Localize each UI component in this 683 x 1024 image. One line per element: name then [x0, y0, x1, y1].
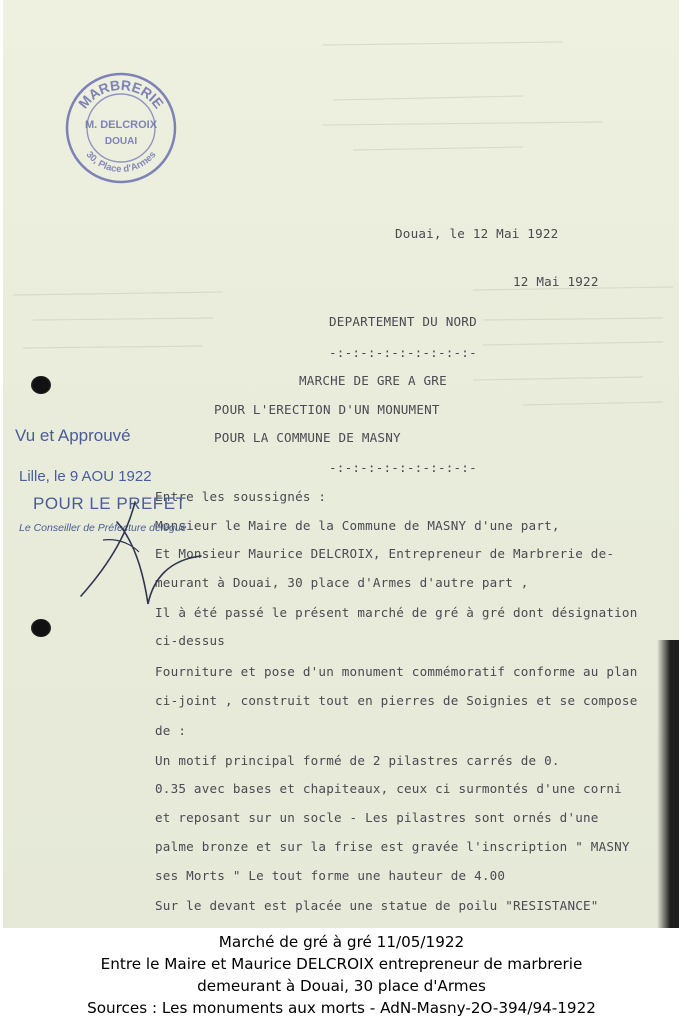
body-line: Entre les soussignés : — [155, 489, 327, 504]
body-line: Il à été passé le présent marché de gré à gré dont désignation — [155, 605, 638, 620]
stamp-text-top: MARBRERIE — [75, 76, 168, 112]
caption-line: Sources : Les monuments aux morts - AdN-Masny-2O-394/94-1922 — [87, 999, 596, 1017]
caption-line: Entre le Maire et Maurice DELCROIX entrepreneur de marbrerie — [100, 955, 583, 973]
caption — [0, 931, 683, 1019]
separator-top: -:-:-:-:-:-:-:-:-:- — [329, 345, 477, 360]
document-subtitle-1: POUR L'ERECTION D'UN MONUMENT — [214, 402, 440, 417]
stamp-text-city: DOUAI — [104, 136, 138, 147]
body-line: Sur le devant est placée une statue de poilu "RESISTANCE" — [155, 898, 599, 913]
marbrerie-stamp — [63, 70, 179, 186]
separator-bottom: -:-:-:-:-:-:-:-:-:- — [329, 460, 477, 475]
body-line: de : — [155, 723, 187, 738]
body-line: Monsieur le Maire de la Commune de MASNY d'une part, — [155, 518, 560, 533]
body-line: palme bronze et sur la frise est gravée l'inscription " MASNY — [155, 839, 630, 854]
approval-conseiller: Le Conseiller de Préfecture délégué — [19, 522, 187, 534]
document-subtitle-2: POUR LA COMMUNE DE MASNY — [214, 430, 401, 445]
department-heading: DEPARTEMENT DU NORD — [329, 314, 477, 329]
approval-date: Lille, le 9 AOU 1922 — [19, 468, 152, 485]
body-line: Et Monsieur Maurice DELCROIX, Entrepreneur de Marbrerie de- — [155, 546, 615, 561]
approval-prefet: POUR LE PREFET — [33, 494, 187, 513]
scanned-document — [3, 0, 679, 928]
body-line: ses Morts " Le tout forme une hauteur de 4.00 — [155, 868, 506, 883]
caption-line: demeurant à Douai, 30 place d'Armes — [197, 977, 486, 995]
approval-vu: Vu et Approuvé — [15, 426, 131, 445]
punch-hole-bottom — [31, 619, 51, 637]
body-line: meurant à Douai, 30 place d'Armes d'autre part , — [155, 575, 529, 590]
page-shadow-edge — [657, 640, 679, 928]
date-repeat: 12 Mai 1922 — [513, 274, 599, 289]
body-line: ci-joint , construit tout en pierres de Soignies et se compose — [155, 693, 638, 708]
body-line: et reposant sur un socle - Les pilastres sont ornés d'une — [155, 810, 599, 825]
body-line: ci-dessus — [155, 633, 226, 648]
punch-hole-top — [31, 376, 51, 394]
handwritten-signature — [73, 500, 203, 610]
body-line: 0.35 avec bases et chapiteaux, ceux ci surmontés d'une corni — [155, 781, 622, 796]
stamp-text-bottom: 30, Place d'Armes — [83, 149, 159, 176]
caption-line: Marché de gré à gré 11/05/1922 — [218, 933, 465, 951]
stamp-text-name: M. DELCROIX — [84, 119, 158, 131]
dateline: Douai, le 12 Mai 1922 — [395, 226, 559, 241]
body-line: Fourniture et pose d'un monument commémoratif conforme au plan — [155, 664, 638, 679]
document-title: MARCHE DE GRE A GRE — [299, 373, 447, 388]
body-line: Un motif principal formé de 2 pilastres carrés de 0. — [155, 753, 560, 768]
